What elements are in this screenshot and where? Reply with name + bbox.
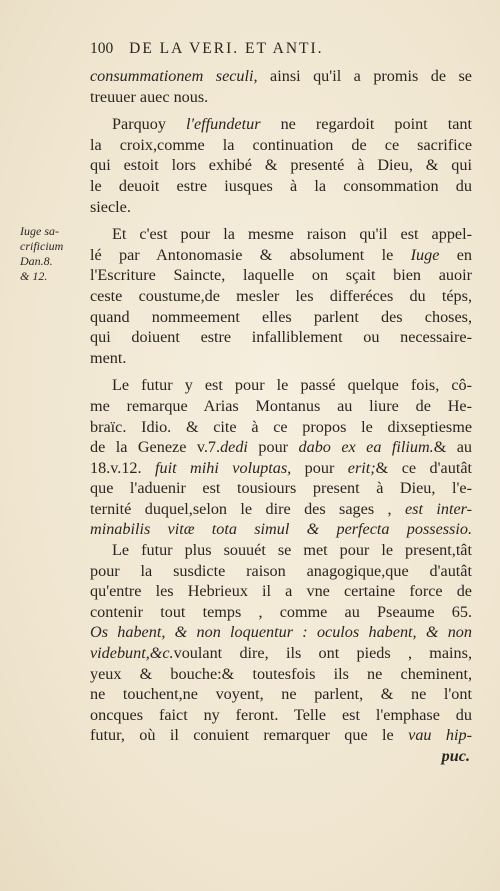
text-line xyxy=(90,87,472,108)
margin-note-line: crificium xyxy=(20,239,64,253)
text-run: & au xyxy=(433,438,473,457)
catchword: puc. xyxy=(441,747,470,765)
italic-text: dabo ex ea filium. xyxy=(298,438,434,457)
text-line xyxy=(90,561,472,582)
italic-text: videbunt,&c. xyxy=(90,644,174,663)
text-run: le deuoit estre iusques à la consommation du xyxy=(90,176,472,195)
text-run: pour xyxy=(291,458,348,477)
text-run: ceste coustume,de mesler les differéces du téps, xyxy=(90,286,472,305)
text-line xyxy=(90,499,472,520)
text-run: 18.v.12. xyxy=(90,458,156,477)
text-run: pour la susdicte raison anagogique,que d'autât xyxy=(90,561,472,580)
italic-text: dedi xyxy=(220,438,248,457)
text-line xyxy=(90,155,472,176)
text-run: quand nommeement elles parlent des choses, xyxy=(90,307,472,326)
text-line xyxy=(90,684,472,705)
italic-text: vau hip- xyxy=(408,726,472,745)
text-line xyxy=(90,478,472,499)
italic-text: Iuge xyxy=(410,245,440,264)
text-line xyxy=(90,176,472,197)
text-line xyxy=(90,725,472,746)
text-run: qu'entre les Hebrieux il a vne certaine force de xyxy=(90,582,472,601)
italic-text: est inter- xyxy=(404,499,473,518)
running-title: DE LA VERI. ET ANTI. xyxy=(129,40,324,57)
text-run: de la Geneze v.7. xyxy=(90,438,221,457)
text-run: contenir tout temps , comme au Pseaume 65. xyxy=(90,602,472,621)
text-run: futur, où il conuient remarquer que le xyxy=(90,726,409,745)
margin-note xyxy=(20,224,84,284)
margin-note-line: Iuge sa- xyxy=(20,224,59,238)
italic-text: fuit mihi voluptas, xyxy=(155,458,292,477)
text-run: la croix,comme la continuation de ce sacrifice xyxy=(90,135,472,154)
text-line xyxy=(90,540,472,561)
text-line xyxy=(90,705,472,726)
text-line xyxy=(90,602,472,623)
italic-text: l'effundetur xyxy=(186,115,261,134)
text-line xyxy=(90,664,472,685)
text-run: yeux & bouche:& toutesfois ils ne cheminent, xyxy=(90,664,472,683)
text-run: ment. xyxy=(90,348,127,367)
text-run: en xyxy=(439,245,472,264)
text-line xyxy=(90,265,472,286)
text-run: & ce d'autât xyxy=(375,458,473,477)
text-run: que l'aduenir est tousiours present à Dieu, l'e- xyxy=(90,479,472,498)
text-line xyxy=(90,417,472,438)
text-run: ne regardoit point tant xyxy=(260,115,472,134)
text-run: l'Escriture Saincte, laquelle on sçait bien auoir xyxy=(90,266,472,285)
text-run: Le futur plus souuét se met pour le present,tât xyxy=(112,541,472,560)
text-run: lé par Antonomasie & absolument le xyxy=(90,245,411,264)
text-line xyxy=(90,581,472,602)
text-run: Et c'est pour la mesme raison qu'il est appel- xyxy=(112,225,472,244)
text-line xyxy=(90,458,472,479)
text-line xyxy=(90,286,472,307)
text-run: ainsi qu'il a promis de se xyxy=(257,67,472,85)
italic-text: Os habent, & non loquentur : oculos habent, & non xyxy=(90,623,472,642)
text-run: qui doiuent estre infalliblement ou necessaire- xyxy=(90,328,472,347)
text-line xyxy=(90,396,472,417)
page-number: 100 xyxy=(90,40,114,57)
text-line xyxy=(90,643,472,664)
italic-text: consummationem seculi, xyxy=(90,67,258,85)
text-run: oncques faict ny feront. Telle est l'emphase du xyxy=(90,705,472,724)
text-line xyxy=(90,135,472,156)
text-line xyxy=(90,224,472,245)
text-run: voulant dire, ils ont pieds , mains, xyxy=(173,644,472,663)
italic-text: minabilis vitæ tota simul & perfecta possessio. xyxy=(90,520,472,539)
text-run: ne touchent,ne voyent, ne parlent, & ne l'ont xyxy=(90,685,472,704)
running-header xyxy=(90,40,470,58)
margin-note-line: Dan.8. xyxy=(20,254,53,268)
text-run: Le futur y est pour le passé quelque fois, cô- xyxy=(112,376,472,395)
text-line xyxy=(90,348,472,369)
text-line xyxy=(90,307,472,328)
margin-note-line: & 12. xyxy=(20,269,48,283)
text-line xyxy=(90,197,472,218)
text-line xyxy=(90,622,472,643)
italic-text: erit; xyxy=(347,458,376,477)
text-line xyxy=(90,114,472,135)
text-line xyxy=(90,519,472,540)
text-run: siecle. xyxy=(90,197,131,216)
text-run: pour xyxy=(247,438,299,457)
text-line xyxy=(90,66,472,87)
body-text xyxy=(90,66,472,767)
text-line xyxy=(90,437,472,458)
text-run: treuuer auec nous. xyxy=(90,87,209,106)
text-line xyxy=(90,375,472,396)
text-line xyxy=(90,327,472,348)
text-line xyxy=(90,245,472,266)
text-run: ternité duquel,selon le dire des sages , xyxy=(90,499,405,518)
text-run: braïc. Idio. & cite à ce propos le dixseptiesme xyxy=(90,417,472,436)
text-run: Parquoy xyxy=(112,115,187,134)
text-run: qui estoit lors exhibé & presenté à Dieu, & qui xyxy=(90,156,472,175)
text-run: me remarque Arias Montanus au liure de He- xyxy=(90,396,472,415)
